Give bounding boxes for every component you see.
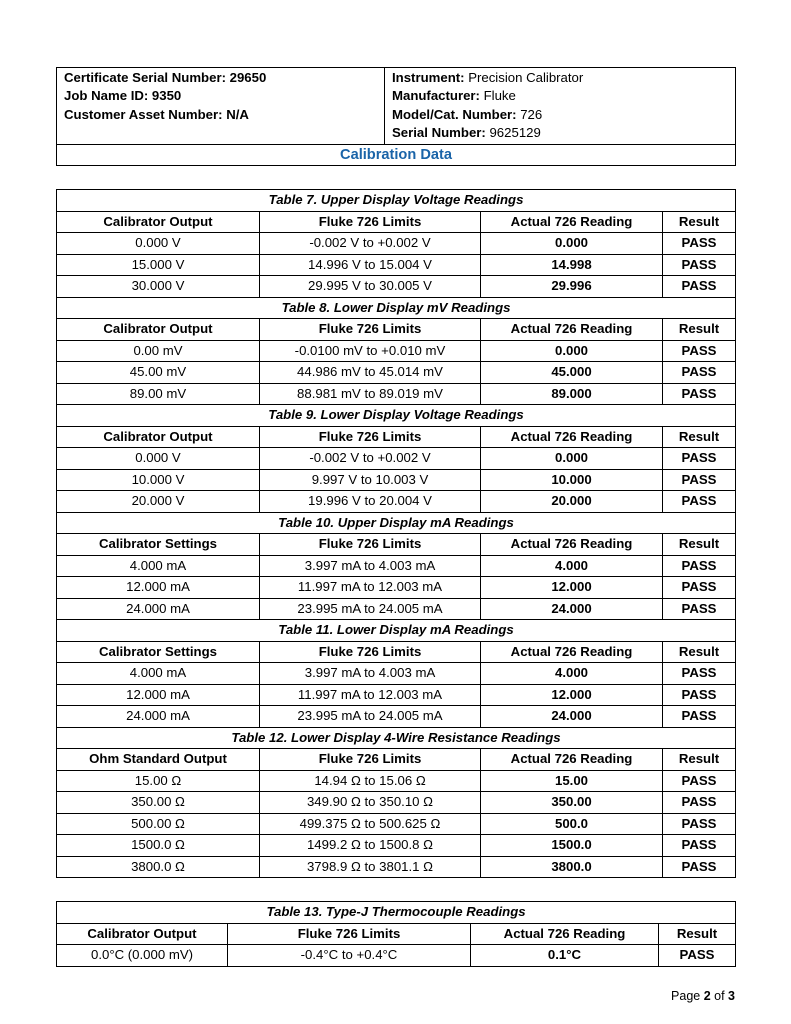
result-cell: PASS [663, 792, 736, 814]
result-cell: PASS [663, 856, 736, 878]
limits-cell: 88.981 mV to 89.019 mV [260, 383, 481, 405]
column-header-row [57, 534, 736, 556]
limits-cell: 23.995 mA to 24.005 mA [260, 598, 481, 620]
model-value: 726 [516, 106, 543, 122]
column-header: Calibrator Output [57, 923, 228, 945]
actual-reading-cell: 15.00 [481, 770, 663, 792]
table-row [57, 792, 736, 814]
calibrator-output-cell: 12.000 mA [57, 684, 260, 706]
table-row [57, 448, 736, 470]
instrument-info-cell [385, 68, 736, 145]
calibrator-output-cell: 500.00 Ω [57, 813, 260, 835]
page-of: of [710, 989, 729, 1003]
serial-value: 9625129 [485, 125, 541, 141]
actual-reading-cell: 1500.0 [481, 835, 663, 857]
result-cell: PASS [663, 448, 736, 470]
table-caption: Table 10. Upper Display mA Readings [57, 512, 736, 534]
table-caption: Table 11. Lower Display mA Readings [57, 620, 736, 642]
calibrator-output-cell: 0.000 V [57, 233, 260, 255]
limits-cell: 14.996 V to 15.004 V [260, 254, 481, 276]
column-header-row [57, 641, 736, 663]
actual-reading-cell: 12.000 [481, 684, 663, 706]
calibrator-output-cell: 89.00 mV [57, 383, 260, 405]
page-current: 2 [703, 989, 711, 1003]
table-row [57, 469, 736, 491]
calibrator-output-cell: 12.000 mA [57, 577, 260, 599]
column-header: Calibrator Settings [57, 534, 260, 556]
readings-tables-body [57, 190, 736, 878]
column-header: Fluke 726 Limits [228, 923, 471, 945]
actual-reading-cell: 0.000 [481, 233, 663, 255]
calibrator-output-cell: 0.000 V [57, 448, 260, 470]
limits-cell: 499.375 Ω to 500.625 Ω [260, 813, 481, 835]
instrument-label: Instrument: [392, 70, 465, 85]
table-row [57, 233, 736, 255]
table-caption-row [57, 512, 736, 534]
table-caption-row [57, 727, 736, 749]
instrument-value: Precision Calibrator [464, 70, 584, 85]
column-header: Actual 726 Reading [471, 923, 659, 945]
calibrator-output-cell: 24.000 mA [57, 598, 260, 620]
table-caption: Table 12. Lower Display 4-Wire Resistance Readings [57, 727, 736, 749]
table-row [57, 684, 736, 706]
table-row [57, 276, 736, 298]
column-header: Result [663, 426, 736, 448]
limits-cell: 11.997 mA to 12.003 mA [260, 577, 481, 599]
manufacturer-label: Manufacturer: [392, 88, 480, 104]
column-header: Result [663, 534, 736, 556]
actual-reading-cell: 4.000 [481, 555, 663, 577]
manufacturer-value: Fluke [479, 88, 516, 104]
table-row [57, 706, 736, 728]
result-cell: PASS [663, 383, 736, 405]
limits-cell: 349.90 Ω to 350.10 Ω [260, 792, 481, 814]
instrument-line [392, 69, 728, 87]
calibrator-output-cell: 4.000 mA [57, 663, 260, 685]
table-row [57, 813, 736, 835]
actual-reading-cell: 350.00 [481, 792, 663, 814]
limits-cell: -0.002 V to +0.002 V [260, 233, 481, 255]
column-header: Result [663, 319, 736, 341]
page-prefix: Page [671, 989, 704, 1003]
certificate-info-cell [57, 68, 385, 145]
actual-reading-cell: 3800.0 [481, 856, 663, 878]
result-cell: PASS [663, 835, 736, 857]
column-header: Fluke 726 Limits [260, 211, 481, 233]
limits-cell: 3.997 mA to 4.003 mA [260, 663, 481, 685]
result-cell: PASS [663, 770, 736, 792]
actual-reading-cell: 0.1°C [471, 945, 659, 967]
result-cell: PASS [663, 577, 736, 599]
calibrator-output-cell: 24.000 mA [57, 706, 260, 728]
limits-cell: 9.997 V to 10.003 V [260, 469, 481, 491]
column-header: Fluke 726 Limits [260, 319, 481, 341]
actual-reading-cell: 10.000 [481, 469, 663, 491]
calibrator-output-cell: 1500.0 Ω [57, 835, 260, 857]
manufacturer-line [392, 87, 728, 105]
column-header: Fluke 726 Limits [260, 534, 481, 556]
result-cell: PASS [659, 945, 736, 967]
table-row [57, 383, 736, 405]
column-header: Actual 726 Reading [481, 319, 663, 341]
result-cell: PASS [663, 254, 736, 276]
actual-reading-cell: 24.000 [481, 706, 663, 728]
actual-reading-cell: 14.998 [481, 254, 663, 276]
result-cell: PASS [663, 663, 736, 685]
table-row [57, 491, 736, 513]
calibrator-output-cell: 15.00 Ω [57, 770, 260, 792]
table-row [57, 577, 736, 599]
page-total: 3 [728, 989, 735, 1003]
calibration-data-heading: Calibration Data [57, 145, 736, 166]
result-cell: PASS [663, 813, 736, 835]
result-cell: PASS [663, 469, 736, 491]
column-header: Calibrator Output [57, 319, 260, 341]
calibration-data-row [57, 145, 736, 166]
column-header: Calibrator Settings [57, 641, 260, 663]
column-header: Actual 726 Reading [481, 749, 663, 771]
calibrator-output-cell: 3800.0 Ω [57, 856, 260, 878]
column-header-row [57, 749, 736, 771]
table-row [57, 340, 736, 362]
column-header: Calibrator Output [57, 211, 260, 233]
column-header: Result [663, 641, 736, 663]
column-header-row [57, 319, 736, 341]
actual-reading-cell: 20.000 [481, 491, 663, 513]
result-cell: PASS [663, 276, 736, 298]
actual-reading-cell: 29.996 [481, 276, 663, 298]
limits-cell: 1499.2 Ω to 1500.8 Ω [260, 835, 481, 857]
table-13-body [57, 902, 736, 967]
column-header: Result [663, 211, 736, 233]
limits-cell: -0.4°C to +0.4°C [228, 945, 471, 967]
column-header-row [57, 211, 736, 233]
column-header-row [57, 426, 736, 448]
column-header: Actual 726 Reading [481, 426, 663, 448]
table-row [57, 254, 736, 276]
column-header: Result [663, 749, 736, 771]
model-line [392, 106, 728, 124]
table-caption-row [57, 297, 736, 319]
actual-reading-cell: 500.0 [481, 813, 663, 835]
table-row [57, 945, 736, 967]
result-cell: PASS [663, 362, 736, 384]
table-row [57, 598, 736, 620]
calibrator-output-cell: 10.000 V [57, 469, 260, 491]
table-row [57, 770, 736, 792]
limits-cell: -0.0100 mV to +0.010 mV [260, 340, 481, 362]
result-cell: PASS [663, 706, 736, 728]
table-row [57, 663, 736, 685]
limits-cell: 29.995 V to 30.005 V [260, 276, 481, 298]
table-caption-row [57, 902, 736, 924]
table-row [57, 835, 736, 857]
calibrator-output-cell: 30.000 V [57, 276, 260, 298]
result-cell: PASS [663, 491, 736, 513]
table-caption: Table 7. Upper Display Voltage Readings [57, 190, 736, 212]
calibrator-output-cell: 4.000 mA [57, 555, 260, 577]
actual-reading-cell: 0.000 [481, 448, 663, 470]
certificate-header-row [57, 68, 736, 145]
limits-cell: 11.997 mA to 12.003 mA [260, 684, 481, 706]
table-row [57, 362, 736, 384]
actual-reading-cell: 45.000 [481, 362, 663, 384]
limits-cell: 19.996 V to 20.004 V [260, 491, 481, 513]
table-caption-row [57, 620, 736, 642]
column-header: Ohm Standard Output [57, 749, 260, 771]
readings-tables [56, 189, 736, 878]
column-header: Result [659, 923, 736, 945]
table-caption-row [57, 190, 736, 212]
certificate-serial-number: Certificate Serial Number: 29650 [64, 70, 267, 85]
column-header: Actual 726 Reading [481, 641, 663, 663]
limits-cell: 44.986 mV to 45.014 mV [260, 362, 481, 384]
certificate-header-table [56, 67, 736, 166]
column-header: Fluke 726 Limits [260, 641, 481, 663]
calibrator-output-cell: 45.00 mV [57, 362, 260, 384]
page-number [671, 989, 735, 1003]
actual-reading-cell: 0.000 [481, 340, 663, 362]
limits-cell: 3798.9 Ω to 3801.1 Ω [260, 856, 481, 878]
calibrator-output-cell: 350.00 Ω [57, 792, 260, 814]
job-name-id: Job Name ID: 9350 [64, 88, 182, 104]
calibrator-output-cell: 0.00 mV [57, 340, 260, 362]
model-label: Model/Cat. Number: [392, 106, 517, 122]
result-cell: PASS [663, 684, 736, 706]
column-header: Fluke 726 Limits [260, 749, 481, 771]
column-header: Calibrator Output [57, 426, 260, 448]
result-cell: PASS [663, 340, 736, 362]
result-cell: PASS [663, 233, 736, 255]
limits-cell: 14.94 Ω to 15.06 Ω [260, 770, 481, 792]
serial-line [392, 124, 728, 142]
result-cell: PASS [663, 555, 736, 577]
limits-cell: -0.002 V to +0.002 V [260, 448, 481, 470]
actual-reading-cell: 12.000 [481, 577, 663, 599]
table-caption: Table 8. Lower Display mV Readings [57, 297, 736, 319]
table-caption: Table 13. Type-J Thermocouple Readings [57, 902, 736, 924]
table-row [57, 856, 736, 878]
table-caption: Table 9. Lower Display Voltage Readings [57, 405, 736, 427]
table-row [57, 555, 736, 577]
actual-reading-cell: 4.000 [481, 663, 663, 685]
limits-cell: 23.995 mA to 24.005 mA [260, 706, 481, 728]
customer-asset-number: Customer Asset Number: N/A [64, 106, 249, 122]
serial-label: Serial Number: [392, 125, 486, 141]
column-header: Fluke 726 Limits [260, 426, 481, 448]
column-header: Actual 726 Reading [481, 534, 663, 556]
table-13 [56, 901, 736, 967]
column-header: Actual 726 Reading [481, 211, 663, 233]
calibrator-output-cell: 0.0°C (0.000 mV) [57, 945, 228, 967]
calibrator-output-cell: 15.000 V [57, 254, 260, 276]
actual-reading-cell: 24.000 [481, 598, 663, 620]
table-caption-row [57, 405, 736, 427]
calibrator-output-cell: 20.000 V [57, 491, 260, 513]
limits-cell: 3.997 mA to 4.003 mA [260, 555, 481, 577]
column-header-row [57, 923, 736, 945]
actual-reading-cell: 89.000 [481, 383, 663, 405]
result-cell: PASS [663, 598, 736, 620]
